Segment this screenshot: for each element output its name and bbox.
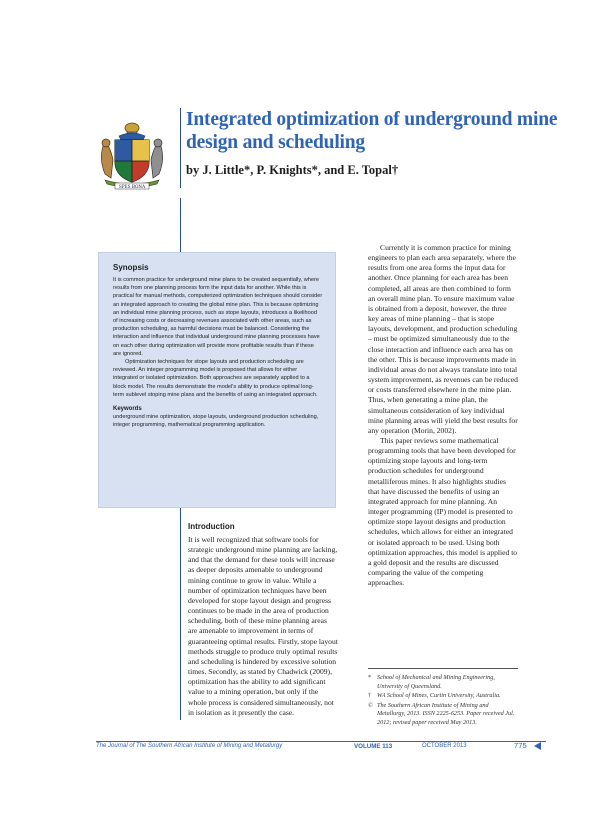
- footnote: [368, 702, 518, 728]
- synopsis-box: [98, 252, 336, 508]
- footnote-text: WA School of Mines, Curtin University, Australia.: [377, 692, 501, 699]
- footnote-mark: *: [368, 674, 372, 681]
- synopsis-paragraph: It is common practice for underground mine plans to be created sequentially, where results from one planning process form the input data for another. While this is practical for manual methods, computerized optimization techniques should consider an integrated approach to creating the global mine plan. This is because optimizing an individual mine planning process, such as stope layouts, introduces a likelihood of increasing costs or decreasing revenues associated with other areas, such as production scheduling, as harmful decisions must be balanced. Considering the interaction and influence that individual underground mine planning processes have on each other during optimization will provide more profitable results than if these are ignored.: [113, 277, 323, 357]
- footnote-text: The Southern African Institute of Mining and Metallurgy, 2013. ISSN 2225-6253. Paper received Jul. 2012; revised paper received May 2013.: [377, 701, 515, 726]
- synopsis-heading: Synopsis: [113, 263, 149, 272]
- article-title: Integrated optimization of underground mine design and scheduling: [186, 109, 558, 153]
- introduction-column: [188, 535, 338, 718]
- body-paragraph: Currently it is common practice for mining engineers to plan each area separately, where the results from one area forms the input data for another. Once planning for each area has been completed, all areas are then combined to form an overall mine plan. To ensure maximum value is obtained from a deposit, however, the three key areas of mine planning – that is stope layouts, development, and production scheduling – must be optimized simultaneously due to the close interaction and influence each area has on the other. This is because improvements made in individual areas do not always translate into total system improvement, as revenues can be reduced or costs transferred elsewhere in the mine plan. Thus, when generating a mine plan, the simultaneous consideration of key individual mine planning areas will yield the best results for any operation (Morin, 2002).: [368, 243, 518, 435]
- footnote-text: School of Mechanical and Mining Engineering, University of Queensland.: [377, 674, 495, 690]
- footnote-rule: [368, 668, 518, 669]
- footnote: [368, 674, 518, 691]
- page-number: 775: [514, 741, 527, 750]
- title-accent-rule: [180, 108, 181, 188]
- crest-motto: SPES BONA: [118, 183, 146, 189]
- institute-crest-logo: [97, 120, 167, 192]
- footnote: [368, 692, 518, 701]
- body-paragraph: This paper reviews some mathematical programming tools that have been developed for optimizing stope layouts and long-term production schedules for underground metalliferous mines. It also highlights studies that have discussed the benefits of using an integrated approach for mine planning. An integer programming (IP) model is presented to optimize stope layout designs and production schedules, which allows for either an integrated or isolated approach to be used. Using both optimization approaches, this model is applied to a gold deposit and the results are discussed comparing the value of the competing approaches.: [368, 435, 518, 588]
- footnote-mark: †: [368, 692, 372, 699]
- footnote-mark: ©: [368, 701, 373, 709]
- synopsis-paragraph: Optimization techniques for stope layouts and production scheduling are reviewed. An integer programming model is proposed that allows for either integrated or isolated optimization. Both approaches are separately applied to a block model. The results demonstrate the model's ability to produce optimal long-term sublevel stoping mine plans and the benefits of using an integrated approach.: [113, 359, 318, 398]
- keywords-heading: Keywords: [113, 406, 142, 413]
- introduction-paragraph: It is well recognized that software tools for strategic underground mine planning are lacking, and that the demand for these tools will increase as deeper deposits amenable to underground mining continue to grow in value. While a number of optimization techniques have been developed for stope layout design and progress continues to be made in the area of production scheduling, both of these mine planning areas are amenable to improvement in terms of guaranteeing optimal results. Firstly, stope layout methods struggle to produce truly optimal results and scheduling is hindered by excessive solution times. Secondly, as stated by Chadwick (2009), optimization has the ability to add significant value to a mining operation, but only if the whole process is considered simultaneously, not in isolation as it presently the case.: [188, 535, 338, 717]
- keywords-list: underground mine optimization, stope layouts, underground production scheduling, integer programming, mathematical programming application.: [113, 414, 319, 429]
- introduction-heading: Introduction: [188, 522, 235, 531]
- page-arrow-icon: [534, 742, 541, 750]
- footer-month: OCTOBER 2013: [422, 743, 467, 749]
- footer-rule: [96, 741, 546, 742]
- right-column: [368, 243, 518, 588]
- footer-volume: VOLUME 113: [354, 743, 393, 750]
- article-authors: by J. Little*, P. Knights*, and E. Topal†: [186, 163, 399, 177]
- footnotes: [368, 674, 518, 728]
- footer-journal-name: The Journal of The Southern African Institute of Mining and Metallurgy: [96, 743, 283, 749]
